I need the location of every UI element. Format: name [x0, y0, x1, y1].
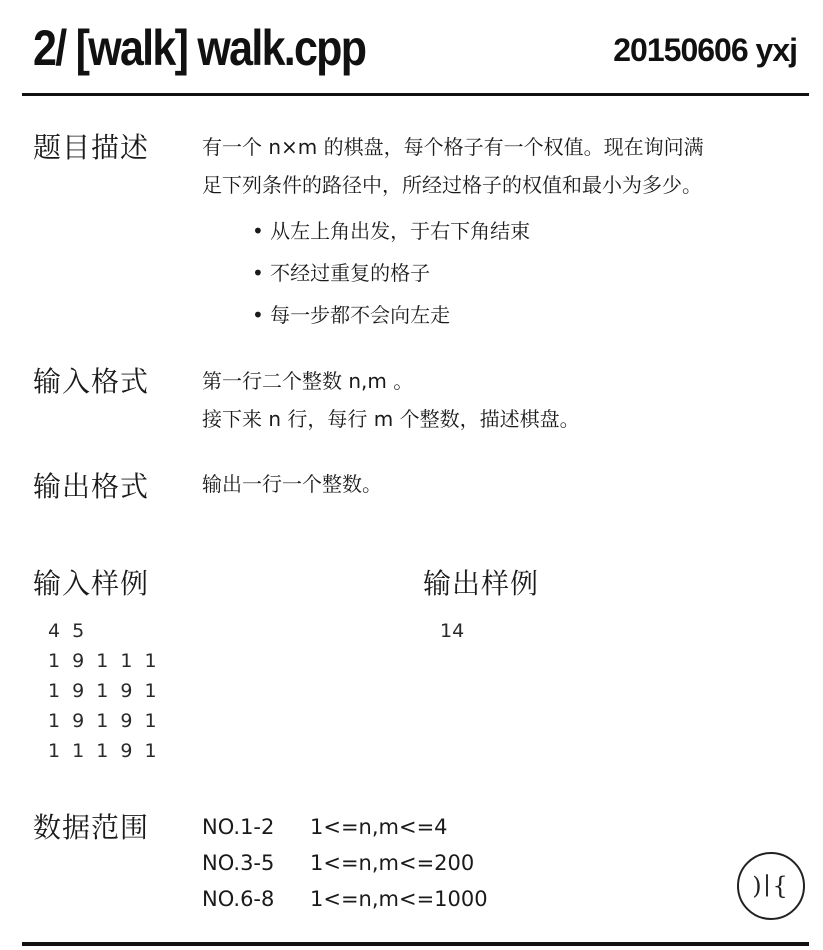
condition-bullet: • 每一步都不会向左走: [252, 303, 451, 327]
sample-input-line: 1 9 1 9 1: [48, 680, 160, 702]
test-group-range: 1<=n,m<=200: [310, 851, 475, 875]
test-group-id: NO.1-2: [202, 815, 275, 839]
test-group-range: 1<=n,m<=4: [310, 815, 448, 839]
description-line: 足下列条件的路径中，所经过格子的权值和最小为多少。: [202, 173, 702, 197]
data-range-row: [202, 846, 474, 880]
author-logo-icon: [737, 852, 805, 920]
problem-date-author: 20150606 yxj: [613, 32, 797, 68]
sample-input-label: 输入样例: [33, 567, 150, 600]
output-format-label: 输出格式: [33, 470, 150, 503]
description-line: 有一个 n×m 的棋盘，每个格子有一个权值。现在询问满: [202, 135, 704, 159]
description-text: [202, 128, 704, 204]
description-label: 题目描述: [33, 131, 150, 164]
sample-input-line: 1 9 1 1 1: [48, 650, 160, 672]
sample-input-line: 4 5: [48, 620, 88, 642]
problem-title: 2/ [walk] walk.cpp: [33, 20, 366, 76]
condition-bullet: • 从左上角出发，于右下角结束: [252, 219, 531, 243]
input-format-line: 接下来 n 行，每行 m 个整数，描述棋盘。: [202, 407, 580, 431]
top-divider: [22, 93, 809, 96]
sample-output-label: 输出样例: [423, 567, 540, 600]
logo-mark: )∣{: [752, 872, 790, 900]
data-range-row: [202, 810, 448, 844]
input-format-text: [202, 362, 580, 438]
output-format-text: [202, 465, 382, 503]
data-range-row: [202, 882, 488, 916]
output-format-line: 输出一行一个整数。: [202, 472, 382, 496]
input-format-line: 第一行二个整数 n,m 。: [202, 369, 414, 393]
sample-output-block: [440, 616, 464, 646]
sample-input-line: 1 9 1 9 1: [48, 710, 160, 732]
data-range-label: 数据范围: [33, 811, 150, 844]
sample-input-block: [48, 616, 160, 766]
bottom-divider: [22, 942, 809, 946]
test-group-id: NO.3-5: [202, 851, 275, 875]
condition-bullet: • 不经过重复的格子: [252, 261, 431, 285]
test-group-id: NO.6-8: [202, 887, 275, 911]
page-header: [0, 0, 823, 96]
test-group-range: 1<=n,m<=1000: [310, 887, 488, 911]
sample-input-line: 1 1 1 9 1: [48, 740, 160, 762]
input-format-label: 输入格式: [33, 365, 150, 398]
sample-output-line: 14: [440, 620, 465, 642]
